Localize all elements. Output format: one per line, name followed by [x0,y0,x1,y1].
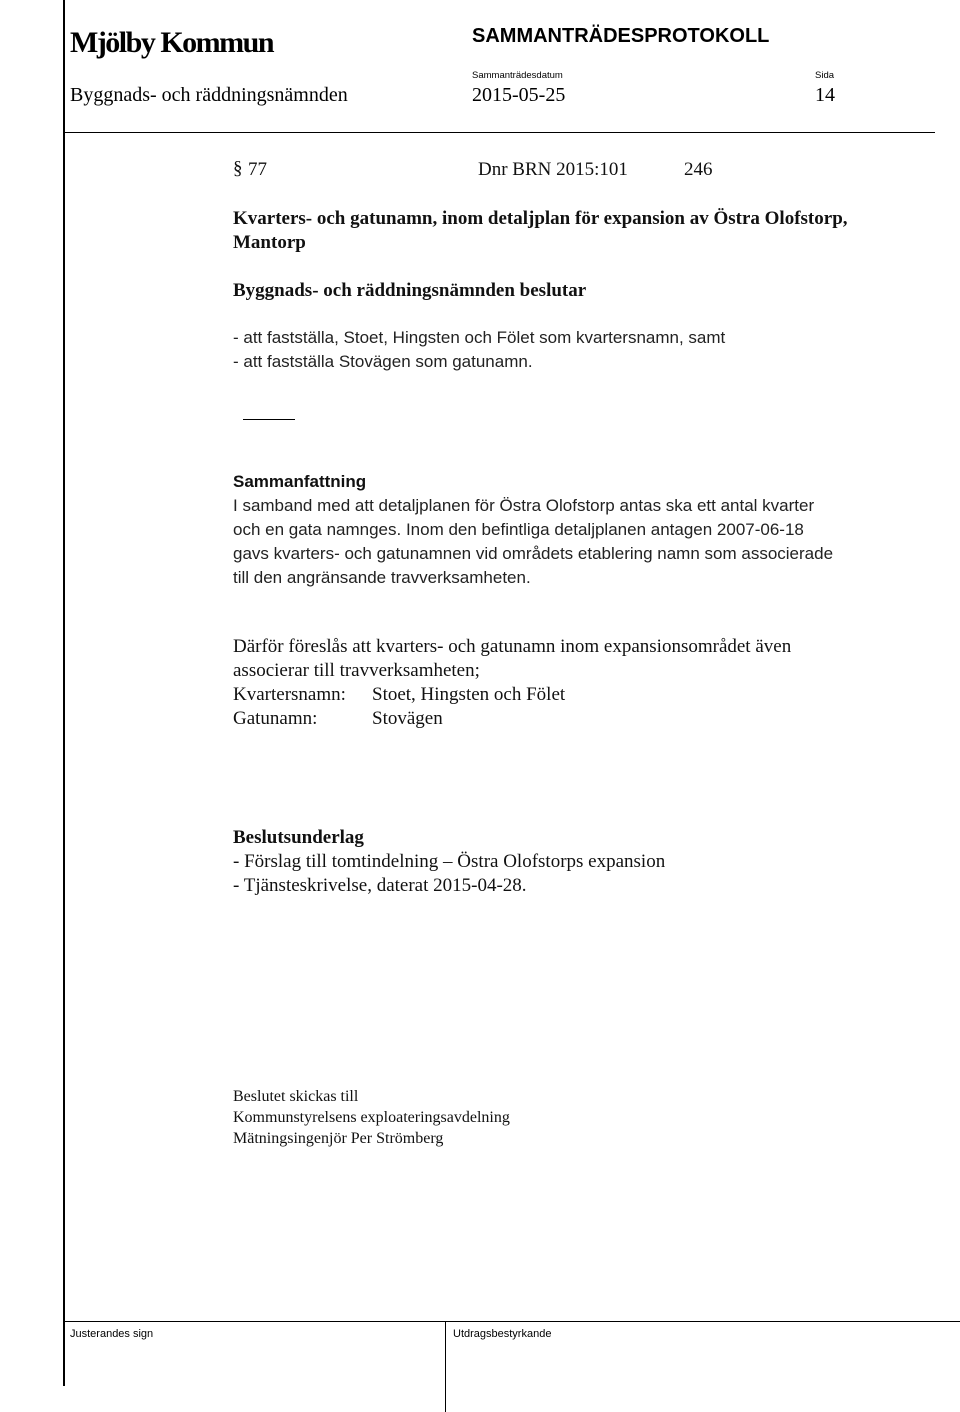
block-names-value: Stoet, Hingsten och Fölet [372,684,566,705]
summary-line: gavs kvarters- och gatunamnen vid områdets etablering namn som associerade [233,544,834,563]
basis-heading: Beslutsunderlag [233,827,364,848]
meeting-date: 2015-05-25 [472,84,566,106]
footer-signature-label: Justerandes sign [70,1328,154,1340]
street-name-label: Gatunamn: [233,708,318,729]
page-number: 14 [815,84,835,106]
item-number: 77 [248,159,267,180]
reference-number: 246 [684,159,713,180]
decision-item: - att fastställa Stovägen som gatunamn. [233,352,533,371]
committee-name: Byggnads- och räddningsnämnden [70,84,348,106]
footer-certification-label: Utdragsbestyrkande [453,1328,552,1340]
page-label: Sida [815,70,835,81]
proposal-line: associerar till travverksamheten; [233,660,480,681]
item-title-line-1: Kvarters- och gatunamn, inom detaljplan för expansion av Östra Olofstorp, [233,208,848,229]
item-title-line-2: Mantorp [233,232,306,253]
summary-line: och en gata namnges. Inom den befintliga detaljplanen antagen 2007-06-18 [233,520,804,539]
footer-separator [445,1321,446,1412]
basis-item: - Tjänsteskrivelse, daterat 2015-04-28. [233,875,527,896]
street-name-value: Stovägen [372,708,443,729]
summary-heading: Sammanfattning [233,472,367,491]
distribution-heading: Beslutet skickas till [233,1088,359,1105]
decision-heading: Byggnads- och räddningsnämnden beslutar [233,280,587,301]
summary-line: till den angränsande travverksamheten. [233,568,531,587]
distribution-recipient: Mätningsingenjör Per Strömberg [233,1130,444,1147]
summary-line: I samband med att detaljplanen för Östra Olofstorp antas ska ett antal kvarter [233,496,815,515]
section-sign: § [233,158,243,179]
date-label: Sammanträdesdatum [472,70,563,81]
left-margin-line [63,0,65,1386]
block-names-label: Kvartersnamn: [233,684,346,705]
decision-item: - att fastställa, Stoet, Hingsten och Fölet som kvartersnamn, samt [233,328,726,347]
dnr: Dnr BRN 2015:101 [478,159,628,180]
municipality-name: Mjölby Kommun [70,26,274,59]
header-divider [65,132,935,133]
document-type: SAMMANTRÄDESPROTOKOLL [472,25,770,47]
distribution-recipient: Kommunstyrelsens exploateringsavdelning [233,1109,510,1126]
proposal-line: Därför föreslås att kvarters- och gatunamn inom expansionsområdet även [233,636,792,657]
basis-item: - Förslag till tomtindelning – Östra Olofstorps expansion [233,851,666,872]
footer-divider [65,1321,960,1322]
section-rule [243,419,295,420]
